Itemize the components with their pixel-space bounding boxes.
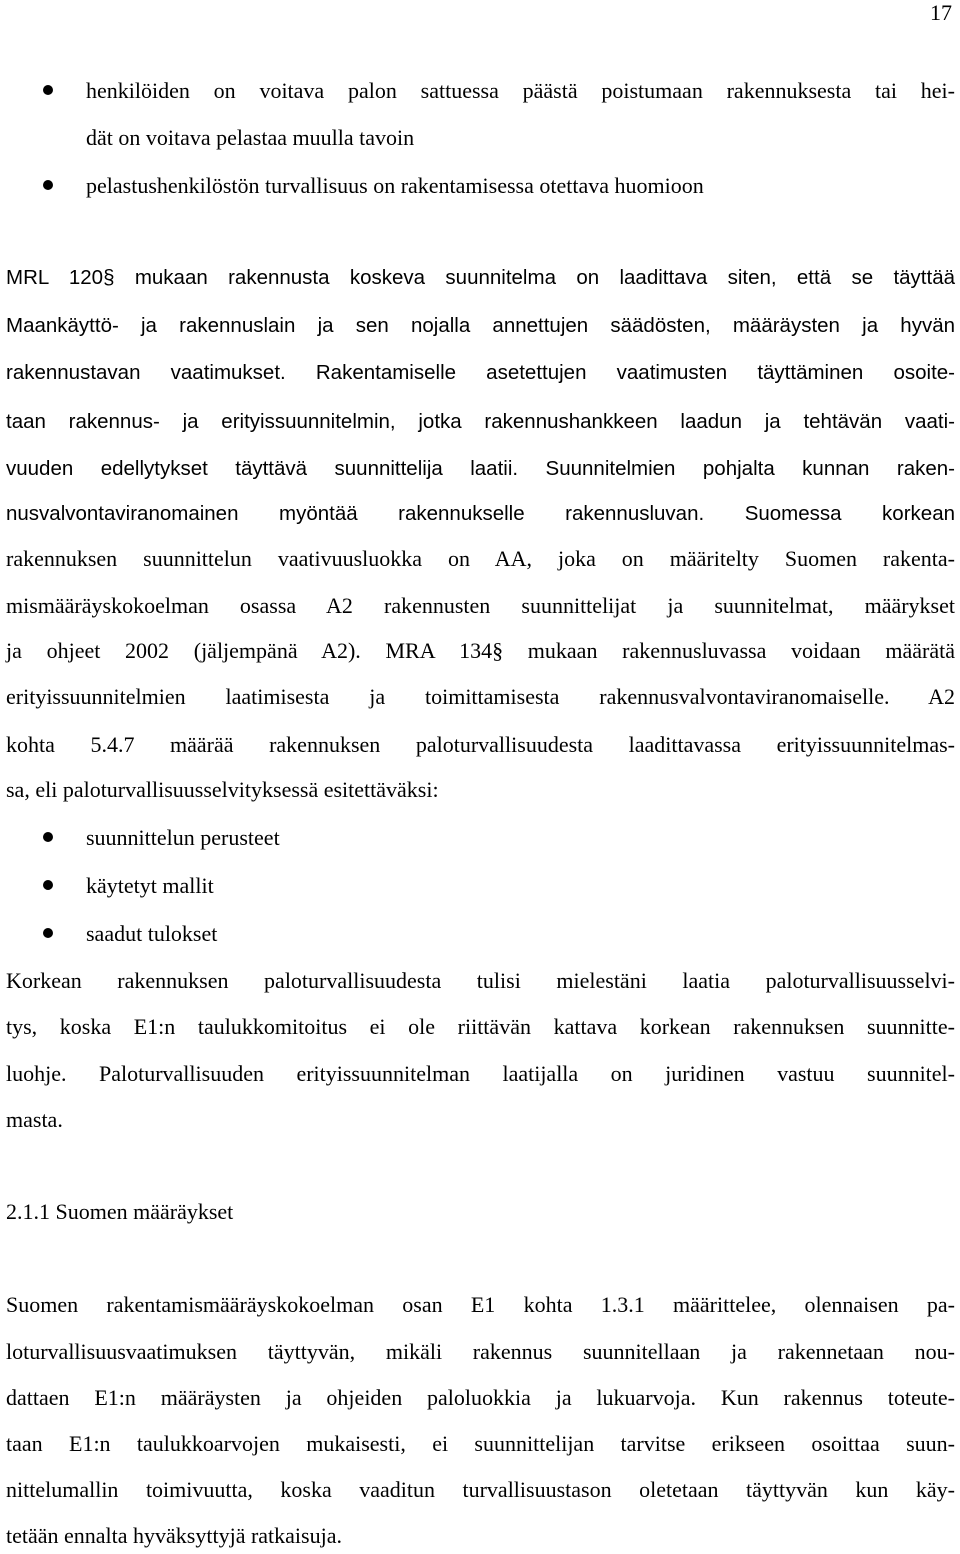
- paragraph-line: masta.: [6, 1107, 63, 1132]
- page-number: 17: [930, 0, 952, 25]
- paragraph-line: taan rakennus- ja erityissuunnitelmin, jotka rakennushankkeen laadun ja tehtävän vaati-: [6, 410, 955, 433]
- paragraph-line: nittelumallin toimivuutta, koska vaaditun turvallisuustason oletetaan täyttyvän kun käy-: [6, 1477, 955, 1502]
- paragraph-line: nusvalvontaviranomainen myöntää rakennukselle rakennusluvan. Suomessa korkean: [6, 502, 955, 525]
- bullet-item-line: käytetyt mallit: [86, 873, 214, 898]
- bullet-item-line: dät on voitava pelastaa muulla tavoin: [86, 125, 415, 150]
- paragraph-line: vuuden edellytykset täyttävä suunnittelija laatii. Suunnitelmien pohjalta kunnan raken-: [6, 457, 955, 480]
- bullet-icon: [43, 85, 53, 95]
- bullet-item-line: saadut tulokset: [86, 921, 218, 946]
- bullet-item-line: henkilöiden on voitava palon sattuessa päästä poistumaan rakennuksesta tai hei-: [86, 78, 955, 103]
- bullet-item-line: pelastushenkilöstön turvallisuus on rakentamisessa otettava huomioon: [86, 173, 704, 198]
- paragraph-line: ja ohjeet 2002 (jäljempänä A2). MRA 134§ mukaan rakennusluvassa voidaan määrätä: [6, 638, 955, 663]
- paragraph-line: rakennustavan vaatimukset. Rakentamiselle asetettujen vaatimusten täyttäminen osoite-: [6, 361, 955, 384]
- paragraph-line: tetään ennalta hyväksyttyjä ratkaisuja.: [6, 1523, 342, 1548]
- paragraph-line: loturvallisuusvaatimuksen täyttyvän, mikäli rakennus suunnitellaan ja rakennetaan nou-: [6, 1339, 955, 1364]
- paragraph-line: erityissuunnitelmien laatimisesta ja toimittamisesta rakennusvalvontaviranomaiselle. A2: [6, 684, 955, 709]
- bullet-icon: [43, 832, 53, 842]
- section-heading: 2.1.1 Suomen määräykset: [6, 1199, 234, 1224]
- paragraph-line: sa, eli paloturvallisuusselvityksessä esitettäväksi:: [6, 777, 439, 802]
- paragraph-line: kohta 5.4.7 määrää rakennuksen paloturvallisuudesta laadittavassa erityissuunnitelmas-: [6, 732, 955, 757]
- paragraph-line: luohje. Paloturvallisuuden erityissuunnitelman laatijalla on juridinen vastuu suunnitel-: [6, 1061, 955, 1086]
- bullet-icon: [43, 880, 53, 890]
- bullet-icon: [43, 180, 53, 190]
- paragraph-line: MRL 120§ mukaan rakennusta koskeva suunnitelma on laadittava siten, että se täyttää: [6, 266, 955, 289]
- paragraph-line: rakennuksen suunnittelun vaativuusluokka on AA, joka on määritelty Suomen rakenta-: [6, 546, 955, 571]
- bullet-item-line: suunnittelun perusteet: [86, 825, 280, 850]
- paragraph-line: Suomen rakentamismääräyskokoelman osan E1 kohta 1.3.1 määrittelee, olennaisen pa-: [6, 1292, 955, 1317]
- bullet-icon: [43, 928, 53, 938]
- paragraph-line: mismääräyskokoelman osassa A2 rakennusten suunnittelijat ja suunnitelmat, määrykset: [6, 593, 955, 618]
- paragraph-line: Maankäyttö- ja rakennuslain ja sen nojalla annettujen säädösten, määräysten ja hyvän: [6, 314, 955, 337]
- paragraph-line: tys, koska E1:n taulukkomitoitus ei ole riittävän kattava korkean rakennuksen suunnitte-: [6, 1014, 955, 1039]
- paragraph-line: taan E1:n taulukkoarvojen mukaisesti, ei suunnittelijan tarvitse erikseen osoittaa suun-: [6, 1431, 955, 1456]
- paragraph-line: dattaen E1:n määräysten ja ohjeiden paloluokkia ja lukuarvoja. Kun rakennus toteute-: [6, 1385, 955, 1410]
- paragraph-line: Korkean rakennuksen paloturvallisuudesta tulisi mielestäni laatia paloturvallisuusselvi-: [6, 968, 955, 993]
